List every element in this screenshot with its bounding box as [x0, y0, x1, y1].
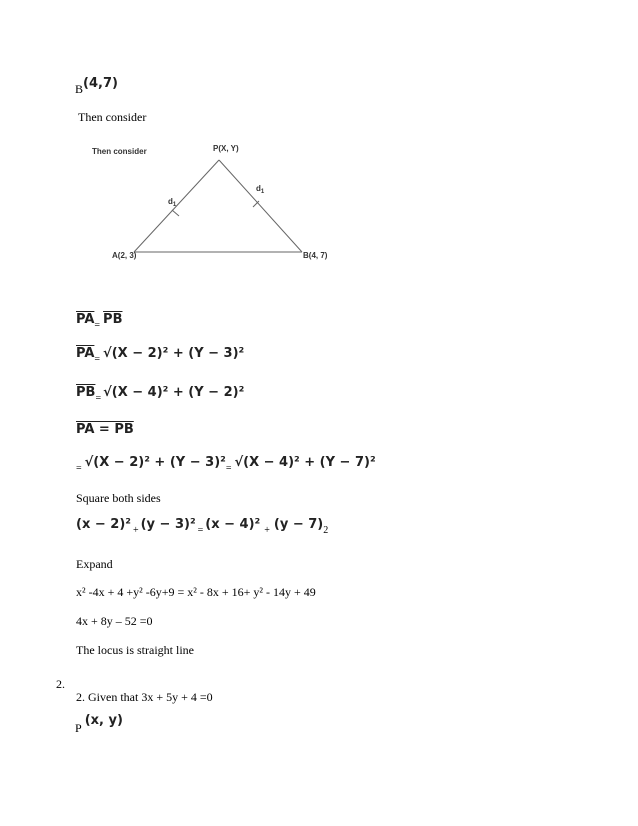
locus-conclusion: The locus is straight line: [76, 643, 194, 657]
eq2-rhs: √(X − 2)² + (Y − 3)²: [103, 346, 245, 361]
eq5-equals-1: =: [76, 463, 82, 474]
expand-text: Expand: [76, 557, 113, 571]
point-p-letter: P: [75, 721, 82, 735]
eq3-rhs: √(X − 4)² + (Y − 2)²: [103, 385, 245, 400]
eq6-term-1: (x − 2)²: [76, 517, 131, 532]
then-consider-text: Then consider: [78, 110, 147, 124]
point-b-line: [75, 74, 118, 96]
eq6-term-4-sub: 2: [323, 525, 329, 536]
eq5-left: √(X − 2)² + (Y − 3)²: [84, 455, 226, 470]
side-pa: [134, 160, 219, 252]
eq6-term-3: (x − 4)²: [205, 517, 261, 532]
given-equation: 2. Given that 3x + 5y + 4 =0: [76, 690, 213, 704]
triangle-figure: [84, 138, 352, 268]
point-b-letter: B: [75, 82, 84, 96]
point-b-coords: (4,7): [83, 76, 118, 91]
eq5-equals-2: =: [225, 463, 232, 474]
tick-left: [172, 210, 179, 216]
eq6-term-2: (y − 3)²: [140, 517, 196, 532]
eq1-pb: $\overline{PB}$: [103, 312, 123, 327]
expanded-equation: x² -4x + 4 +y² -6y+9 = x² - 8x + 16+ y² - 14y + 49: [76, 585, 316, 599]
side-pb: [219, 160, 302, 252]
eq1-equals: =: [94, 320, 101, 331]
eq5-right: √(X − 4)² + (Y − 7)²: [234, 455, 376, 470]
list-number: 2.: [56, 677, 65, 691]
equation-2: [76, 344, 245, 365]
equation-6: [76, 515, 329, 536]
simplified-equation: 4x + 8y – 52 =0: [76, 614, 153, 628]
figure-a-label: A(2, 3): [112, 251, 137, 260]
eq2-pa: $\overline{PA}$: [76, 346, 95, 361]
point-p-line: [75, 711, 123, 735]
figure-p-label: P(X, Y): [213, 144, 239, 153]
eq3-equals: =: [95, 393, 102, 404]
eq2-equals: =: [94, 354, 101, 365]
figure-caption: Then consider: [92, 147, 147, 156]
point-p-coords: (x, y): [84, 713, 123, 728]
figure-b-label: B(4, 7): [303, 251, 328, 260]
eq6-plus-2: +: [264, 525, 270, 536]
figure-d1-right: $d_1$: [256, 184, 265, 195]
figure-d1-left: $d_1$: [168, 197, 177, 208]
eq3-pb: $\overline{PB}$: [76, 385, 96, 400]
eq6-term-4: (y − 7): [273, 517, 324, 532]
eq1-pa: $\overline{PA}$: [76, 312, 95, 327]
equation-5: [76, 453, 376, 474]
equation-3: [76, 383, 245, 404]
eq4-text: PA = PB: [76, 422, 134, 437]
equation-1: [76, 310, 123, 331]
eq6-equals: =: [197, 525, 204, 536]
square-both-sides-text: Square both sides: [76, 491, 161, 505]
eq6-plus-1: +: [132, 525, 139, 536]
equation-4: [76, 420, 134, 438]
